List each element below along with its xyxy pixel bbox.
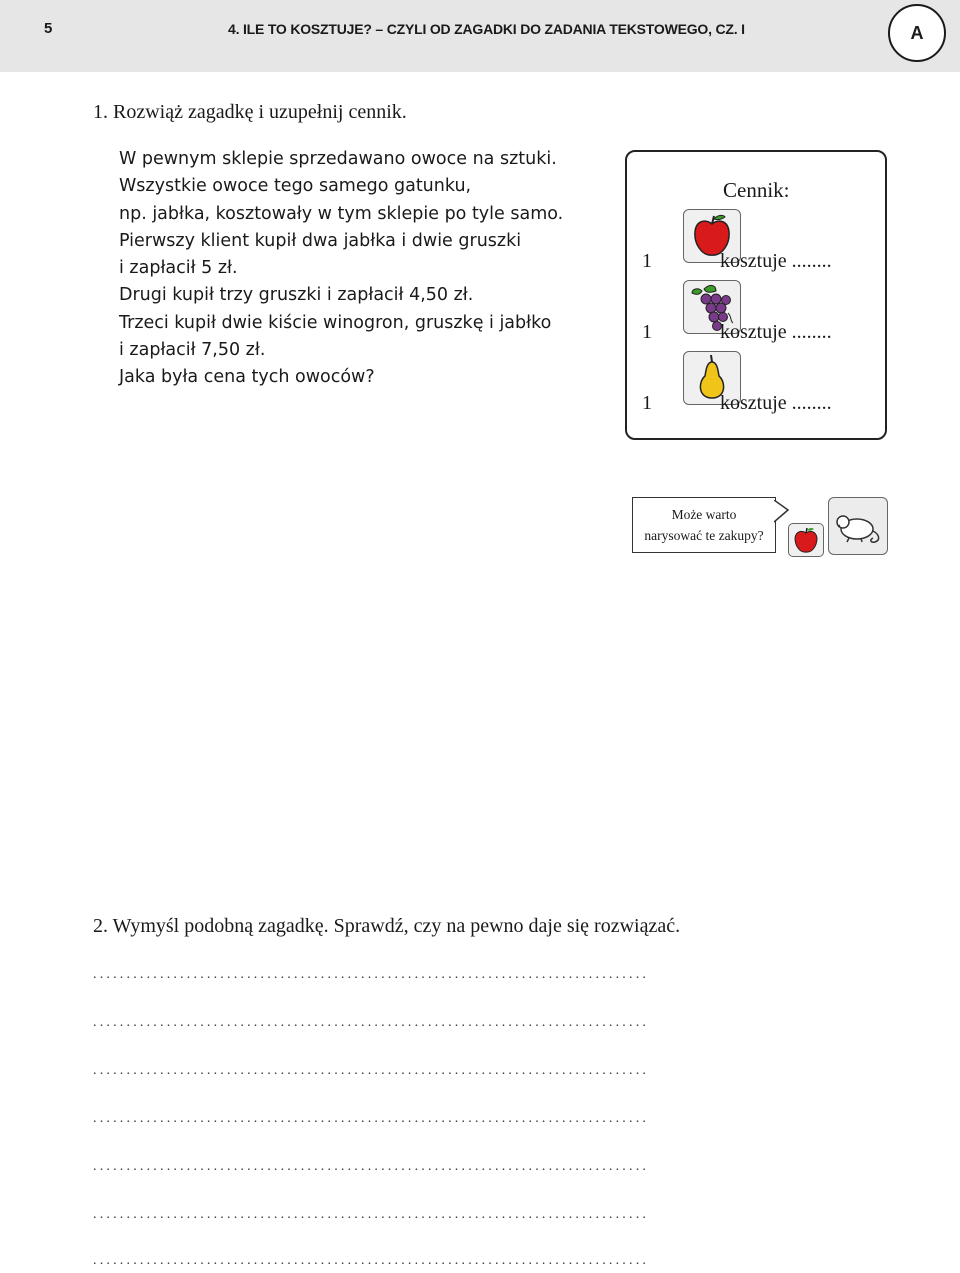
riddle-line: Jaka była cena tych owoców?: [119, 367, 375, 388]
page-header: [0, 0, 960, 72]
riddle-line: i zapłacił 5 zł.: [119, 258, 238, 279]
page-number: 5: [44, 20, 53, 37]
riddle-line: W pewnym sklepie sprzedawano owoce na sztuki.: [119, 149, 557, 169]
hint-line: narysować te zakupy?: [644, 528, 764, 543]
answer-line[interactable]: ...................................................................................: [93, 967, 650, 982]
qty-pear: 1: [642, 392, 652, 414]
riddle-line: Wszystkie owoce tego samego gatunku,: [119, 176, 472, 197]
answer-line[interactable]: ...................................................................................: [93, 1159, 650, 1174]
price-pear[interactable]: kosztuje ........: [720, 392, 832, 414]
apple-icon: [788, 523, 824, 557]
riddle-text: [119, 146, 563, 392]
task1-instruction: 1. Rozwiąż zagadkę i uzupełnij cennik.: [93, 101, 407, 123]
price-apple[interactable]: kosztuje ........: [720, 250, 832, 272]
qty-apple: 1: [642, 250, 652, 272]
hint-line: Może warto: [671, 507, 737, 522]
riddle-line: np. jabłka, kosztowały w tym sklepie po tyle samo.: [119, 203, 564, 224]
answer-line[interactable]: ...................................................................................: [93, 1207, 650, 1222]
answer-line[interactable]: ...................................................................................: [93, 1253, 650, 1268]
hint-speech-bubble: [632, 497, 776, 553]
version-badge: A: [888, 4, 946, 62]
bubble-tail: [774, 500, 790, 528]
riddle-line: Trzeci kupił dwie kiście winogron, gruszkę i jabłko: [119, 312, 552, 333]
chapter-title: 4. ILE TO KOSZTUJE? – CZYLI OD ZAGADKI DO ZADANIA TEKSTOWEGO, CZ. I: [228, 21, 745, 37]
task2-instruction: 2. Wymyśl podobną zagadkę. Sprawdź, czy na pewno daje się rozwiązać.: [93, 915, 681, 937]
answer-line[interactable]: ...................................................................................: [93, 1111, 650, 1126]
riddle-line: Drugi kupił trzy gruszki i zapłacił 4,50 zł.: [119, 285, 474, 306]
price-list-card: [625, 150, 887, 440]
riddle-line: i zapłacił 7,50 zł.: [119, 340, 266, 361]
answer-line[interactable]: ...................................................................................: [93, 1015, 650, 1030]
price-list-title: Cennik:: [723, 178, 790, 202]
price-grapes[interactable]: kosztuje ........: [720, 321, 832, 343]
riddle-line: Pierwszy klient kupił dwa jabłka i dwie gruszki: [119, 230, 522, 251]
mouse-icon: [828, 497, 888, 555]
answer-line[interactable]: ...................................................................................: [93, 1063, 650, 1078]
qty-grapes: 1: [642, 321, 652, 343]
